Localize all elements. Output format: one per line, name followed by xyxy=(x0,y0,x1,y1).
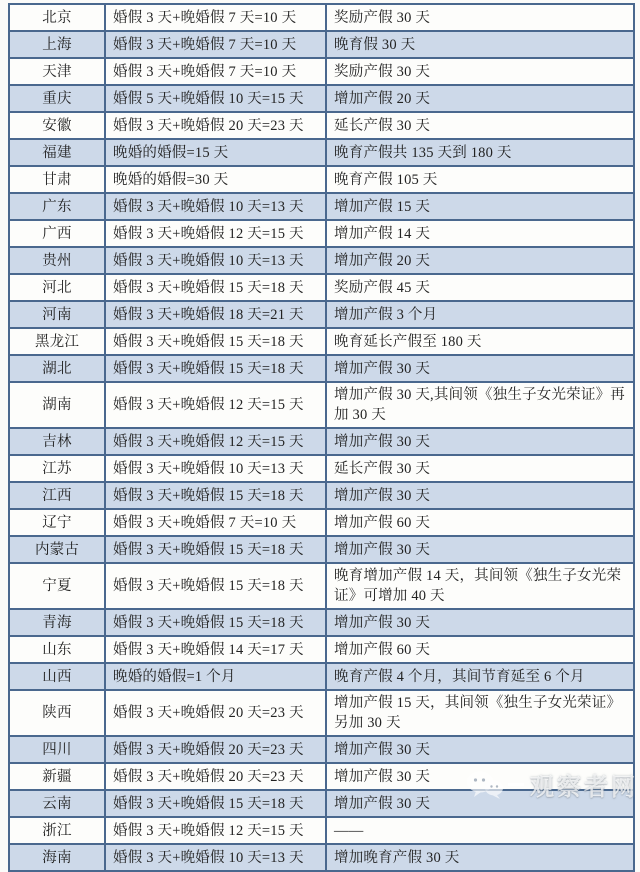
province-cell: 黑龙江 xyxy=(9,328,105,355)
marriage-leave-cell: 婚假 3 天+晚婚假 20 天=23 天 xyxy=(105,763,326,790)
marriage-leave-cell: 婚假 3 天+晚婚假 15 天=18 天 xyxy=(105,536,326,563)
table-row xyxy=(9,355,634,382)
province-cell: 山西 xyxy=(9,663,105,690)
maternity-leave-cell: 晚育产假共 135 天到 180 天 xyxy=(326,139,634,166)
table-row xyxy=(9,482,634,509)
marriage-leave-cell: 婚假 3 天+晚婚假 7 天=10 天 xyxy=(105,509,326,536)
province-cell: 江西 xyxy=(9,482,105,509)
marriage-leave-cell: 婚假 3 天+晚婚假 15 天=18 天 xyxy=(105,609,326,636)
maternity-leave-cell: 增加产假 30 天 xyxy=(326,482,634,509)
table-row xyxy=(9,193,634,220)
maternity-leave-cell: 增加产假 15 天 xyxy=(326,193,634,220)
table-row xyxy=(9,382,634,428)
table-row xyxy=(9,690,634,736)
province-cell: 云南 xyxy=(9,790,105,817)
maternity-leave-cell: 晚育产假 4 个月，其间节育延至 6 个月 xyxy=(326,663,634,690)
maternity-leave-cell: 增加产假 30 天 xyxy=(326,790,634,817)
marriage-leave-cell: 晚婚的婚假=30 天 xyxy=(105,166,326,193)
table-row xyxy=(9,166,634,193)
marriage-leave-cell: 婚假 3 天+晚婚假 15 天=18 天 xyxy=(105,790,326,817)
marriage-leave-cell: 婚假 3 天+晚婚假 10 天=13 天 xyxy=(105,455,326,482)
table-row xyxy=(9,4,634,31)
maternity-leave-cell: 增加产假 30 天 xyxy=(326,428,634,455)
marriage-leave-cell: 晚婚的婚假=1 个月 xyxy=(105,663,326,690)
marriage-leave-cell: 婚假 3 天+晚婚假 15 天=18 天 xyxy=(105,328,326,355)
table-row xyxy=(9,509,634,536)
table-row xyxy=(9,274,634,301)
maternity-leave-cell: 增加产假 60 天 xyxy=(326,509,634,536)
maternity-leave-cell: 增加晚育产假 30 天 xyxy=(326,844,634,871)
maternity-leave-cell: 延长产假 30 天 xyxy=(326,455,634,482)
marriage-leave-cell: 婚假 3 天+晚婚假 15 天=18 天 xyxy=(105,563,326,609)
province-cell: 北京 xyxy=(9,4,105,31)
marriage-leave-cell: 婚假 3 天+晚婚假 15 天=18 天 xyxy=(105,355,326,382)
table-row xyxy=(9,220,634,247)
maternity-leave-cell: 增加产假 30 天 xyxy=(326,609,634,636)
province-cell: 安徽 xyxy=(9,112,105,139)
province-cell: 甘肃 xyxy=(9,166,105,193)
marriage-leave-cell: 婚假 3 天+晚婚假 14 天=17 天 xyxy=(105,636,326,663)
maternity-leave-cell: 奖励产假 30 天 xyxy=(326,58,634,85)
leave-table-body xyxy=(9,4,634,871)
marriage-leave-cell: 晚婚的婚假=15 天 xyxy=(105,139,326,166)
province-cell: 福建 xyxy=(9,139,105,166)
province-cell: 新疆 xyxy=(9,763,105,790)
maternity-leave-cell: 奖励产假 45 天 xyxy=(326,274,634,301)
province-cell: 陕西 xyxy=(9,690,105,736)
province-cell: 天津 xyxy=(9,58,105,85)
maternity-leave-cell: 晚育延长产假至 180 天 xyxy=(326,328,634,355)
marriage-leave-cell: 婚假 3 天+晚婚假 7 天=10 天 xyxy=(105,58,326,85)
maternity-leave-cell: —— xyxy=(326,817,634,844)
province-cell: 上海 xyxy=(9,31,105,58)
table-row xyxy=(9,31,634,58)
table-row xyxy=(9,428,634,455)
table-row xyxy=(9,609,634,636)
table-row xyxy=(9,563,634,609)
maternity-leave-cell: 增加产假 30 天 xyxy=(326,763,634,790)
province-cell: 四川 xyxy=(9,736,105,763)
table-row xyxy=(9,817,634,844)
province-cell: 宁夏 xyxy=(9,563,105,609)
province-cell: 广东 xyxy=(9,193,105,220)
province-cell: 海南 xyxy=(9,844,105,871)
marriage-leave-cell: 婚假 3 天+晚婚假 15 天=18 天 xyxy=(105,274,326,301)
province-cell: 广西 xyxy=(9,220,105,247)
marriage-leave-cell: 婚假 3 天+晚婚假 12 天=15 天 xyxy=(105,428,326,455)
province-cell: 浙江 xyxy=(9,817,105,844)
province-cell: 江苏 xyxy=(9,455,105,482)
table-row xyxy=(9,328,634,355)
table-row xyxy=(9,455,634,482)
table-row xyxy=(9,763,634,790)
maternity-leave-cell: 增加产假 30 天,其间领《独生子女光荣证》再加 30 天 xyxy=(326,382,634,428)
maternity-leave-cell: 增加产假 60 天 xyxy=(326,636,634,663)
marriage-leave-cell: 婚假 3 天+晚婚假 20 天=23 天 xyxy=(105,690,326,736)
maternity-leave-cell: 增加产假 3 个月 xyxy=(326,301,634,328)
province-cell: 吉林 xyxy=(9,428,105,455)
maternity-leave-cell: 增加产假 20 天 xyxy=(326,247,634,274)
marriage-leave-cell: 婚假 3 天+晚婚假 7 天=10 天 xyxy=(105,4,326,31)
marriage-leave-cell: 婚假 5 天+晚婚假 10 天=15 天 xyxy=(105,85,326,112)
table-row xyxy=(9,736,634,763)
marriage-leave-cell: 婚假 3 天+晚婚假 7 天=10 天 xyxy=(105,31,326,58)
table-row xyxy=(9,636,634,663)
table-row xyxy=(9,112,634,139)
table-row xyxy=(9,663,634,690)
marriage-leave-cell: 婚假 3 天+晚婚假 10 天=13 天 xyxy=(105,844,326,871)
maternity-leave-cell: 晚育产假 105 天 xyxy=(326,166,634,193)
maternity-leave-cell: 增加产假 14 天 xyxy=(326,220,634,247)
province-cell: 河南 xyxy=(9,301,105,328)
table-row xyxy=(9,301,634,328)
leave-policy-table xyxy=(8,3,635,872)
table-row xyxy=(9,247,634,274)
marriage-leave-cell: 婚假 3 天+晚婚假 15 天=18 天 xyxy=(105,482,326,509)
maternity-leave-cell: 增加产假 30 天 xyxy=(326,355,634,382)
province-cell: 山东 xyxy=(9,636,105,663)
maternity-leave-cell: 奖励产假 30 天 xyxy=(326,4,634,31)
maternity-leave-cell: 增加产假 30 天 xyxy=(326,536,634,563)
table-row xyxy=(9,58,634,85)
marriage-leave-cell: 婚假 3 天+晚婚假 18 天=21 天 xyxy=(105,301,326,328)
maternity-leave-cell: 增加产假 30 天 xyxy=(326,736,634,763)
province-cell: 内蒙古 xyxy=(9,536,105,563)
maternity-leave-cell: 晚育假 30 天 xyxy=(326,31,634,58)
maternity-leave-cell: 增加产假 15 天，其间领《独生子女光荣证》另加 30 天 xyxy=(326,690,634,736)
marriage-leave-cell: 婚假 3 天+晚婚假 20 天=23 天 xyxy=(105,112,326,139)
province-cell: 重庆 xyxy=(9,85,105,112)
maternity-leave-cell: 增加产假 20 天 xyxy=(326,85,634,112)
watermark-label: 观察者网 xyxy=(530,774,638,801)
province-cell: 湖南 xyxy=(9,382,105,428)
province-cell: 湖北 xyxy=(9,355,105,382)
table-row xyxy=(9,139,634,166)
table-row xyxy=(9,844,634,871)
marriage-leave-cell: 婚假 3 天+晚婚假 10 天=13 天 xyxy=(105,247,326,274)
marriage-leave-cell: 婚假 3 天+晚婚假 20 天=23 天 xyxy=(105,736,326,763)
table-row xyxy=(9,790,634,817)
marriage-leave-cell: 婚假 3 天+晚婚假 10 天=13 天 xyxy=(105,193,326,220)
province-cell: 河北 xyxy=(9,274,105,301)
table-row xyxy=(9,536,634,563)
marriage-leave-cell: 婚假 3 天+晚婚假 12 天=15 天 xyxy=(105,382,326,428)
table-row xyxy=(9,85,634,112)
maternity-leave-cell: 晚育增加产假 14 天，其间领《独生子女光荣证》可增加 40 天 xyxy=(326,563,634,609)
maternity-leave-cell: 延长产假 30 天 xyxy=(326,112,634,139)
marriage-leave-cell: 婚假 3 天+晚婚假 12 天=15 天 xyxy=(105,817,326,844)
province-cell: 辽宁 xyxy=(9,509,105,536)
province-cell: 贵州 xyxy=(9,247,105,274)
province-cell: 青海 xyxy=(9,609,105,636)
marriage-leave-cell: 婚假 3 天+晚婚假 12 天=15 天 xyxy=(105,220,326,247)
